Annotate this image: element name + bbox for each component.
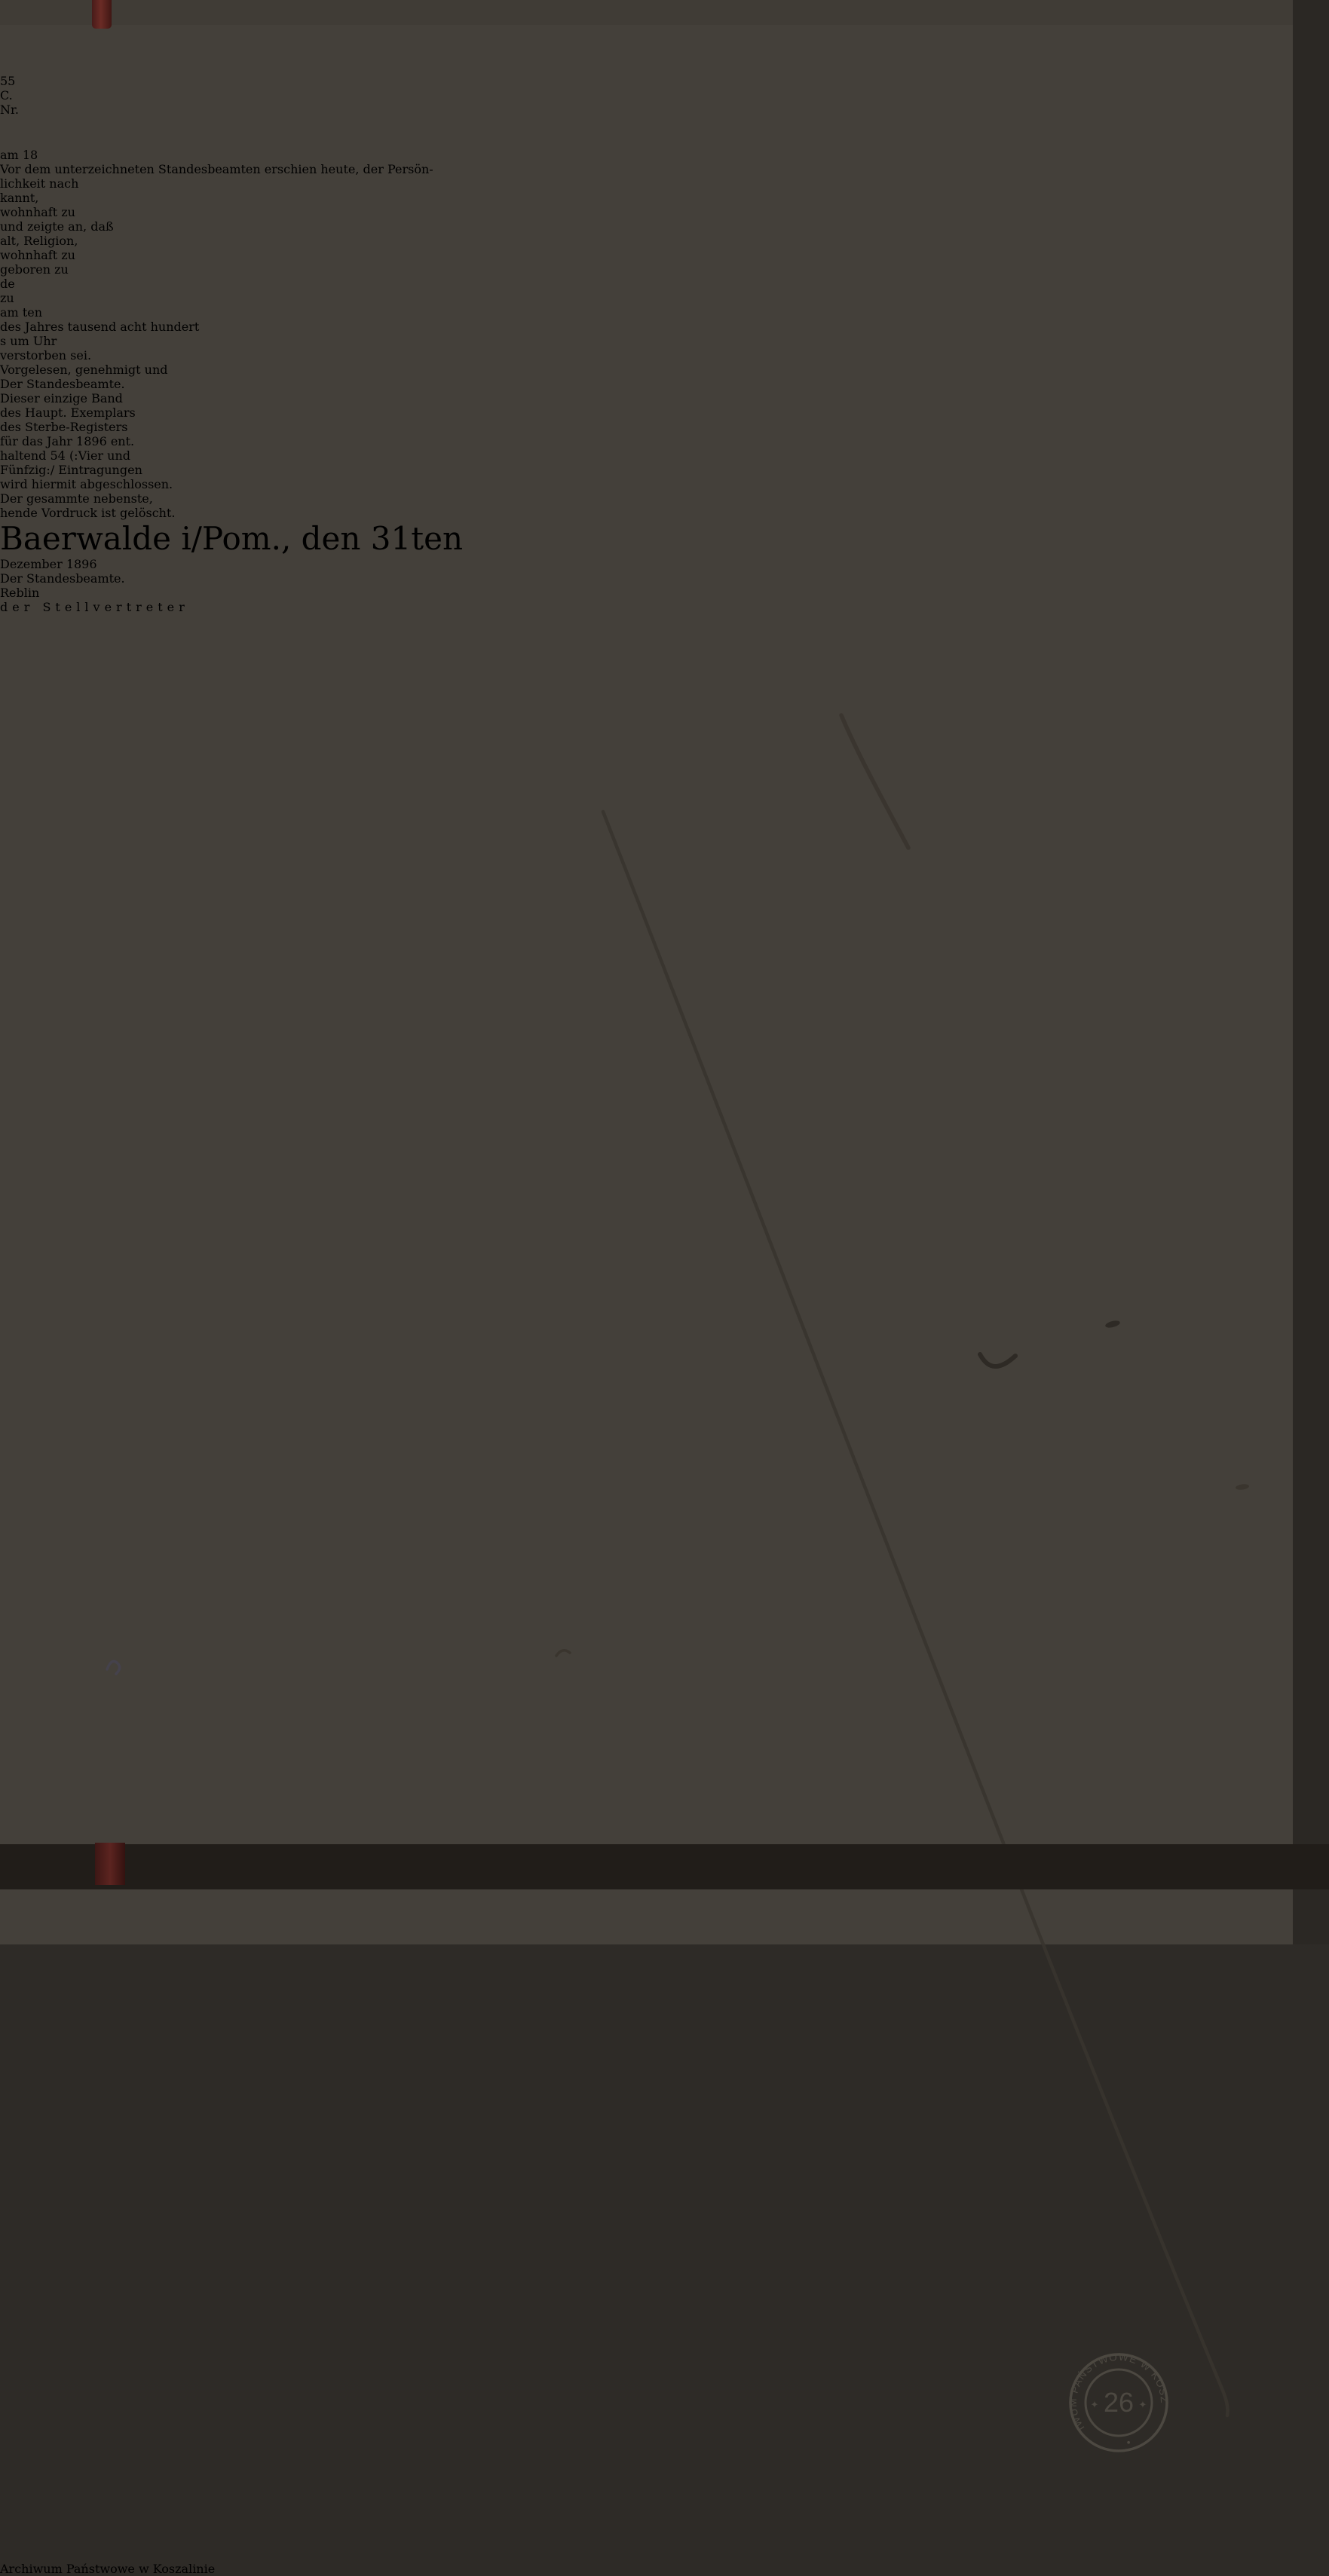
am-label: am <box>0 148 19 162</box>
cancellation-stroke-main <box>603 812 1228 2415</box>
und-zeigte-an-label: und zeigte an, daß <box>0 219 114 234</box>
handwritten-signature: Reblin <box>0 586 40 600</box>
am-label: am <box>0 305 19 320</box>
previous-page-edge <box>0 25 103 1844</box>
des-jahres-label: des Jahres tausend acht hundert <box>0 320 200 334</box>
binding-ribbon-top <box>92 0 112 29</box>
ten-superscript: ten <box>22 305 43 320</box>
ink-flourish <box>107 1661 120 1674</box>
handwritten-line: hende Vordruck ist gelöscht. <box>0 506 176 520</box>
century-prefix: 18 <box>22 148 38 162</box>
handwritten-line: Baerwalde i/Pom., den 31ten <box>0 520 464 557</box>
handwritten-line: der Stellvertreter <box>0 600 189 614</box>
printed-corner-letter: C. <box>0 88 13 102</box>
handwritten-line: des Sterbe-Registers <box>0 420 128 434</box>
nr-label: Nr. <box>0 102 19 117</box>
cancellation-stroke-short <box>841 715 908 848</box>
scanner-background-top <box>0 0 1329 25</box>
stamp-ring-text: ARCHIWUM PAŃSTWOWE W KOSZALINIE <box>1043 2351 1171 2434</box>
wohnhaft-zu-label: wohnhaft zu <box>0 205 75 219</box>
s-um-label: s um <box>0 334 29 348</box>
stamp-number: 26 <box>1103 2387 1135 2418</box>
handwritten-line: Der gesammte nebenste, <box>0 491 153 506</box>
uhr-label: Uhr <box>32 334 57 348</box>
scanner-background-right <box>1293 0 1329 1944</box>
stamp-left-star: ✦ <box>1090 2399 1099 2410</box>
de-label: de <box>0 277 15 291</box>
geboren-zu-label: geboren zu <box>0 262 69 277</box>
handwritten-line: wird hiermit abgeschlossen. <box>0 477 173 491</box>
handwritten-line: Fünfzig:/ Eintragungen <box>0 463 142 477</box>
ink-dash <box>1236 1483 1250 1490</box>
archive-footer-text: Archiwum Państwowe w Koszalinie <box>0 2562 216 2576</box>
stamp-right-star: ✦ <box>1138 2399 1147 2410</box>
religion-label: Religion, <box>23 234 78 248</box>
scanner-background-bottom <box>0 1844 1329 1889</box>
binding-ribbon-bottom <box>95 1843 125 1885</box>
lichkeit-nach-label: lichkeit nach <box>0 176 79 191</box>
handwritten-line: des Haupt. Exemplars <box>0 405 136 420</box>
ink-blot <box>1104 1320 1120 1329</box>
stamp-bottom-separator: • <box>1125 2436 1132 2449</box>
verstorben-label: verstorben sei. <box>0 348 92 363</box>
wohnhaft-zu-label: wohnhaft zu <box>0 248 75 262</box>
handwritten-line: Der Standesbeamte. <box>0 571 125 586</box>
vorgelesen-label: Vorgelesen, genehmigt und <box>0 363 168 377</box>
archive-footer-bar <box>0 2562 1329 2576</box>
handwritten-line: für das Jahr 1896 ent. <box>0 434 135 448</box>
ink-check-mark <box>980 1354 1015 1366</box>
ink-overlay <box>0 614 1329 2559</box>
handwritten-line: Dieser einzige Band <box>0 391 123 405</box>
zu-label: zu <box>0 291 14 305</box>
kannt-label: kannt, <box>0 191 39 205</box>
handwritten-line: haltend 54 (:Vier und <box>0 448 131 463</box>
pencil-page-number: 55 <box>0 74 16 88</box>
intro-line-1: Vor dem unterzeichneten Standesbeamten erschien heute, der Persön- <box>0 162 433 176</box>
der-standesbeamte-label: Der Standesbeamte. <box>0 377 125 391</box>
ink-squiggle <box>556 1651 570 1656</box>
archive-stamp <box>1044 2327 1173 2451</box>
alt-label: alt, <box>0 234 20 248</box>
handwritten-line: Dezember 1896 <box>0 557 97 571</box>
